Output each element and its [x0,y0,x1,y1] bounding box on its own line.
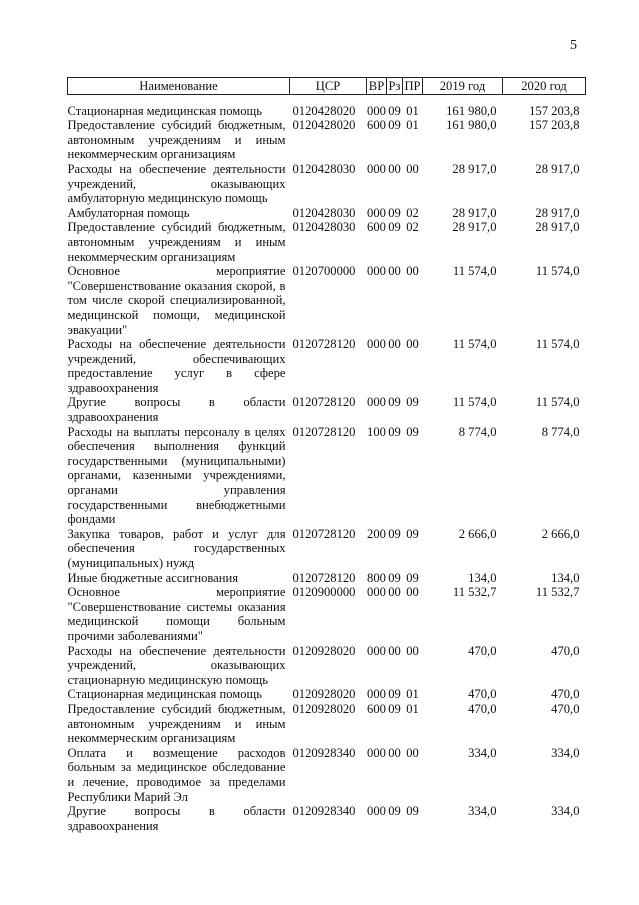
row-2020: 28 917,0 [535,161,580,176]
row-vr: 000 [367,585,386,600]
row-2020: 2 666,0 [541,526,580,541]
row-2019: 8 774,0 [458,424,497,439]
row-rz: 09 [388,205,401,220]
row-rz: 09 [388,701,401,716]
row-pr: 00 [406,643,419,658]
row-csr: 0120428030 [292,161,356,176]
row-csr: 0120928340 [292,745,356,760]
row-pr: 09 [406,570,419,585]
budget-table [67,77,586,833]
row-name: Основное мероприятие "Совершенствование системы оказания медицинской помощи больным прочими заболеваниями" [67,585,286,643]
row-vr: 600 [367,701,386,716]
row-vr: 000 [367,161,386,176]
row-csr: 0120428030 [292,205,356,220]
row-2019: 11 574,0 [452,395,497,410]
table-header-row [68,78,586,95]
table-row [68,337,586,395]
header-vr: ВР [367,78,387,95]
row-pr: 01 [406,701,419,716]
row-csr: 0120428020 [292,103,356,118]
row-csr: 0120928020 [292,643,356,658]
row-csr: 0120428030 [292,220,356,235]
row-2020: 157 203,8 [529,103,580,118]
row-name: Предоставление субсидий бюджетным, автономным учреждениям и иным некоммерческим организациям [67,220,286,264]
table-row [68,527,586,571]
row-2019: 470,0 [468,643,497,658]
row-vr: 600 [367,220,386,235]
row-rz: 09 [388,424,401,439]
row-pr: 00 [406,585,419,600]
row-2019: 28 917,0 [452,205,497,220]
row-2020: 11 532,7 [535,585,580,600]
row-2019: 11 574,0 [452,264,497,279]
row-rz: 00 [388,745,401,760]
table-row [68,206,586,221]
row-2020: 28 917,0 [535,220,580,235]
row-2019: 2 666,0 [458,526,497,541]
header-name: Наименование [68,78,290,95]
header-2019: 2019 год [423,78,503,95]
row-name: Стационарная медицинская помощь [67,103,262,118]
row-vr: 000 [367,205,386,220]
row-name: Закупка товаров, работ и услуг для обеспечения государственных (муниципальных) нужд [67,526,286,570]
row-2019: 161 980,0 [446,103,497,118]
row-csr: 0120928020 [292,687,356,702]
row-rz: 09 [388,118,401,133]
row-2020: 11 574,0 [535,395,580,410]
table-row [68,94,586,118]
row-pr: 00 [406,264,419,279]
row-csr: 0120728120 [292,337,356,352]
row-vr: 200 [367,526,386,541]
row-pr: 01 [406,103,419,118]
table-row [68,264,586,337]
row-rz: 09 [388,395,401,410]
table-row [68,585,586,643]
row-vr: 000 [367,103,386,118]
row-2020: 28 917,0 [535,205,580,220]
header-csr: ЦСР [290,78,367,95]
row-2019: 470,0 [468,701,497,716]
row-pr: 09 [406,395,419,410]
row-2019: 11 574,0 [452,337,497,352]
row-vr: 800 [367,570,386,585]
row-rz: 00 [388,585,401,600]
row-2020: 8 774,0 [541,424,580,439]
row-pr: 02 [406,205,419,220]
row-rz: 00 [388,643,401,658]
row-name: Другие вопросы в области здравоохранения [67,395,286,425]
header-pr: ПР [404,79,421,93]
row-2020: 11 574,0 [535,264,580,279]
page-number: 5 [570,38,577,53]
row-name: Предоставление субсидий бюджетным, автономным учреждениям и иным некоммерческим организациям [67,701,286,746]
row-vr: 000 [367,745,386,760]
row-csr: 0120728120 [292,570,356,585]
row-2019: 470,0 [468,687,497,702]
row-csr: 0120728120 [292,424,356,439]
row-csr: 0120728120 [292,395,356,410]
row-vr: 100 [367,424,386,439]
row-2019: 28 917,0 [452,220,497,235]
row-rz: 09 [388,687,401,702]
table-row [68,702,586,746]
table-row [68,425,586,527]
row-csr: 0120700000 [292,264,356,279]
row-name: Иные бюджетные ассигнования [67,570,239,585]
row-pr: 00 [406,337,419,352]
row-pr: 01 [406,118,419,133]
row-vr: 000 [367,687,386,702]
table-row [68,687,586,702]
row-2019: 134,0 [468,570,497,585]
header-rz: Рз [387,78,403,95]
row-name: Расходы на обеспечение деятельности учреждений, обеспечивающих предоставление услуг в сфере здравоохранения [67,337,286,395]
row-vr: 000 [367,643,386,658]
table-row [68,162,586,206]
row-pr: 00 [406,745,419,760]
row-rz: 09 [388,804,401,819]
row-vr: 000 [367,804,386,819]
table-row [68,220,586,264]
table-row [68,571,586,586]
row-2020: 334,0 [551,745,580,760]
row-vr: 000 [367,264,386,279]
row-pr: 09 [406,804,419,819]
row-name: Основное мероприятие "Совершенствование оказания скорой, в том числе скорой специализированной, медицинской помощи, медицинской эвакуации" [67,264,286,337]
row-2020: 334,0 [551,804,580,819]
row-rz: 09 [388,220,401,235]
row-name: Стационарная медицинская помощь [67,687,262,702]
row-csr: 0120728120 [292,526,356,541]
row-rz: 00 [388,264,401,279]
row-2020: 470,0 [551,643,580,658]
table-row [68,746,586,804]
row-name: Расходы на выплаты персоналу в целях обеспечения выполнения функций государственными (муниципальными) органами, казенными учреждениями, органами управления государственными внебюджетными фондами [67,424,286,527]
row-pr: 09 [406,424,419,439]
row-name: Расходы на обеспечение деятельности учреждений, оказывающих стационарную медицинскую помощь [67,643,286,687]
row-2019: 28 917,0 [452,161,497,176]
row-name: Предоставление субсидий бюджетным, автономным учреждениям и иным некоммерческим организациям [67,118,286,162]
row-2020: 470,0 [551,701,580,716]
row-pr: 00 [406,161,419,176]
row-2020: 134,0 [551,570,580,585]
row-rz: 00 [388,337,401,352]
row-vr: 600 [367,118,386,133]
header-2020: 2020 год [503,78,586,95]
row-2020: 11 574,0 [535,337,580,352]
table-row [68,118,586,162]
row-name: Оплата и возмещение расходов больным за медицинское обследование и лечение, проводимое за пределами Республики Марий Эл [67,745,286,804]
row-2019: 334,0 [468,804,497,819]
row-pr: 01 [406,687,419,702]
row-rz: 09 [388,526,401,541]
row-2019: 334,0 [468,745,497,760]
row-name: Другие вопросы в области здравоохранения [67,804,286,833]
table-row [68,644,586,688]
row-2019: 11 532,7 [452,585,497,600]
table-row [68,395,586,424]
row-rz: 09 [388,103,401,118]
row-2020: 157 203,8 [529,118,580,133]
table-row [68,804,586,833]
row-rz: 00 [388,161,401,176]
row-vr: 000 [367,395,386,410]
row-name: Амбулаторная помощь [67,205,190,220]
row-name: Расходы на обеспечение деятельности учреждений, оказывающих амбулаторную медицинскую помощь [67,161,286,206]
row-pr: 02 [406,220,419,235]
row-vr: 000 [367,337,386,352]
row-2020: 470,0 [551,687,580,702]
row-csr: 0120900000 [292,585,356,600]
row-csr: 0120928340 [292,804,356,819]
row-csr: 0120428020 [292,118,356,133]
row-rz: 09 [388,570,401,585]
row-pr: 09 [406,526,419,541]
row-2019: 161 980,0 [446,118,497,133]
row-csr: 0120928020 [292,701,356,716]
